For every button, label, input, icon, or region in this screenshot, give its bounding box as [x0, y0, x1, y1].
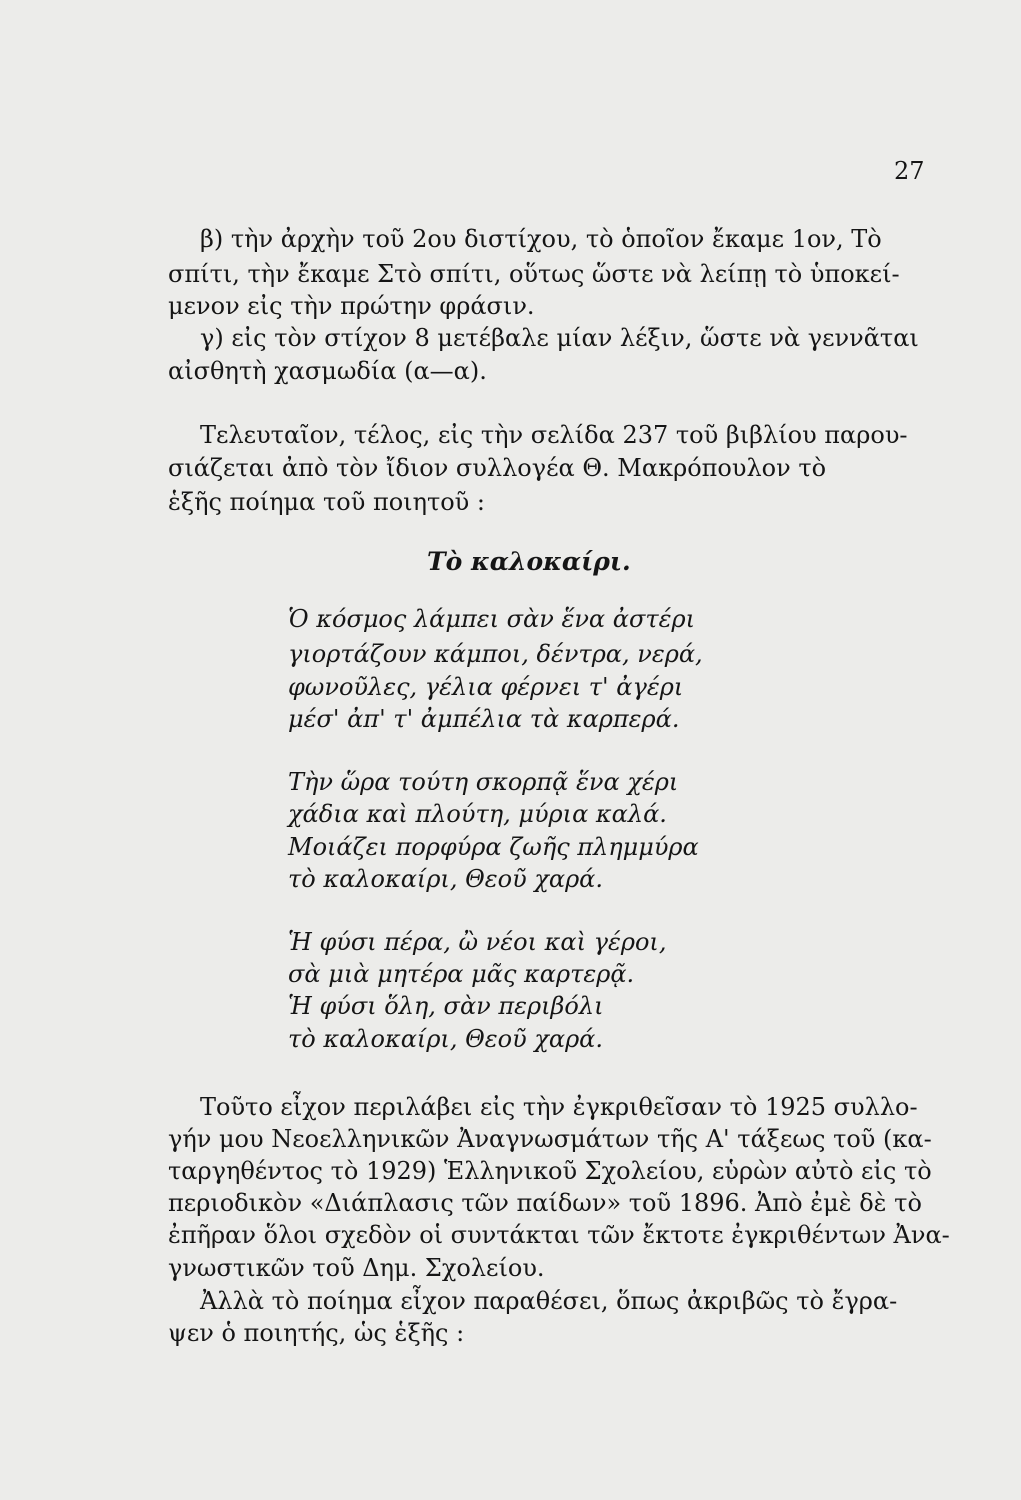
stanza-2-verse-1: Τὴν ὥρα τούτη σκορπᾷ ἕνα χέρι: [288, 768, 679, 796]
stanza-1-verse-4: μέσ' ἀπ' τ' ἀμπέλια τὰ καρπερά.: [288, 705, 680, 733]
paragraph-1-line-3: μενον εἰς τὴν πρώτην φράσιν.: [168, 292, 535, 320]
stanza-3-verse-1: Ἡ φύσι πέρα, ὢ νέοι καὶ γέροι,: [288, 928, 667, 956]
paragraph-1-line-2: σπίτι, τὴν ἔκαμε Στὸ σπίτι, οὕτως ὥστε νὰ λείπῃ τὸ ὑποκεί-: [168, 260, 900, 288]
paragraph-4-line-2: γήν μου Νεοελληνικῶν Ἀναγνωσμάτων τῆς Α' τάξεως τοῦ (κα-: [168, 1125, 932, 1153]
paragraph-2-line-1: γ) εἰς τὸν στίχον 8 μετέβαλε μίαν λέξιν, ὥστε νὰ γεννᾶται: [200, 324, 919, 352]
stanza-1-verse-2: γιορτάζουν κάμποι, δέντρα, νερά,: [288, 640, 703, 668]
paragraph-4-line-3: ταργηθέντος τὸ 1929) Ἑλληνικοῦ Σχολείου, εὑρὼν αὐτὸ εἰς τὸ: [168, 1157, 932, 1185]
paragraph-4-line-5: ἐπῆραν ὅλοι σχεδὸν οἱ συντάκται τῶν ἔκτοτε ἐγκριθέντων Ἀνα-: [168, 1221, 950, 1249]
paragraph-5-line-1: Ἀλλὰ τὸ ποίημα εἶχον παραθέσει, ὅπως ἀκριβῶς τὸ ἔγρα-: [200, 1287, 898, 1315]
paragraph-4-line-6: γνωστικῶν τοῦ Δημ. Σχολείου.: [168, 1254, 545, 1282]
stanza-1-verse-1: Ὁ κόσμος λάμπει σὰν ἕνα ἀστέρι: [288, 605, 696, 633]
paragraph-5-line-2: ψεν ὁ ποιητής, ὡς ἑξῆς :: [168, 1319, 465, 1347]
paragraph-3-line-2: σιάζεται ἀπὸ τὸν ἴδιον συλλογέα Θ. Μακρόπουλον τὸ: [168, 454, 827, 482]
stanza-2-verse-4: τὸ καλοκαίρι, Θεοῦ χαρά.: [288, 865, 604, 893]
paragraph-4-line-4: περιοδικὸν «Διάπλασις τῶν παίδων» τοῦ 1896. Ἀπὸ ἐμὲ δὲ τὸ: [168, 1189, 922, 1217]
paragraph-4-line-1: Τοῦτο εἶχον περιλάβει εἰς τὴν ἐγκριθεῖσαν τὸ 1925 συλλο-: [200, 1093, 918, 1121]
stanza-1-verse-3: φωνοῦλες, γέλια φέρνει τ' ἀγέρι: [288, 673, 684, 701]
stanza-2-verse-3: Μοιάζει πορφύρα ζωῆς πλημμύρα: [288, 833, 699, 861]
stanza-3-verse-4: τὸ καλοκαίρι, Θεοῦ χαρά.: [288, 1025, 604, 1053]
poem-title: Τὸ καλοκαίρι.: [427, 547, 631, 576]
stanza-2-verse-2: χάδια καὶ πλούτη, μύρια καλά.: [288, 800, 667, 828]
page-number: 27: [894, 157, 925, 185]
paragraph-3-line-1: Τελευταῖον, τέλος, εἰς τὴν σελίδα 237 τοῦ βιβλίου παρου-: [200, 421, 908, 449]
paragraph-3-line-3: ἑξῆς ποίημα τοῦ ποιητοῦ :: [168, 488, 485, 516]
stanza-3-verse-3: Ἡ φύσι ὅλη, σὰν περιβόλι: [288, 992, 604, 1020]
paragraph-2-line-2: αἰσθητὴ χασμωδία (α—α).: [168, 357, 487, 385]
stanza-3-verse-2: σὰ μιὰ μητέρα μᾶς καρτερᾷ.: [288, 960, 635, 988]
paragraph-1-line-1: β) τὴν ἀρχὴν τοῦ 2ου διστίχου, τὸ ὁποῖον ἔκαμε 1ον, Τὸ: [200, 225, 882, 253]
